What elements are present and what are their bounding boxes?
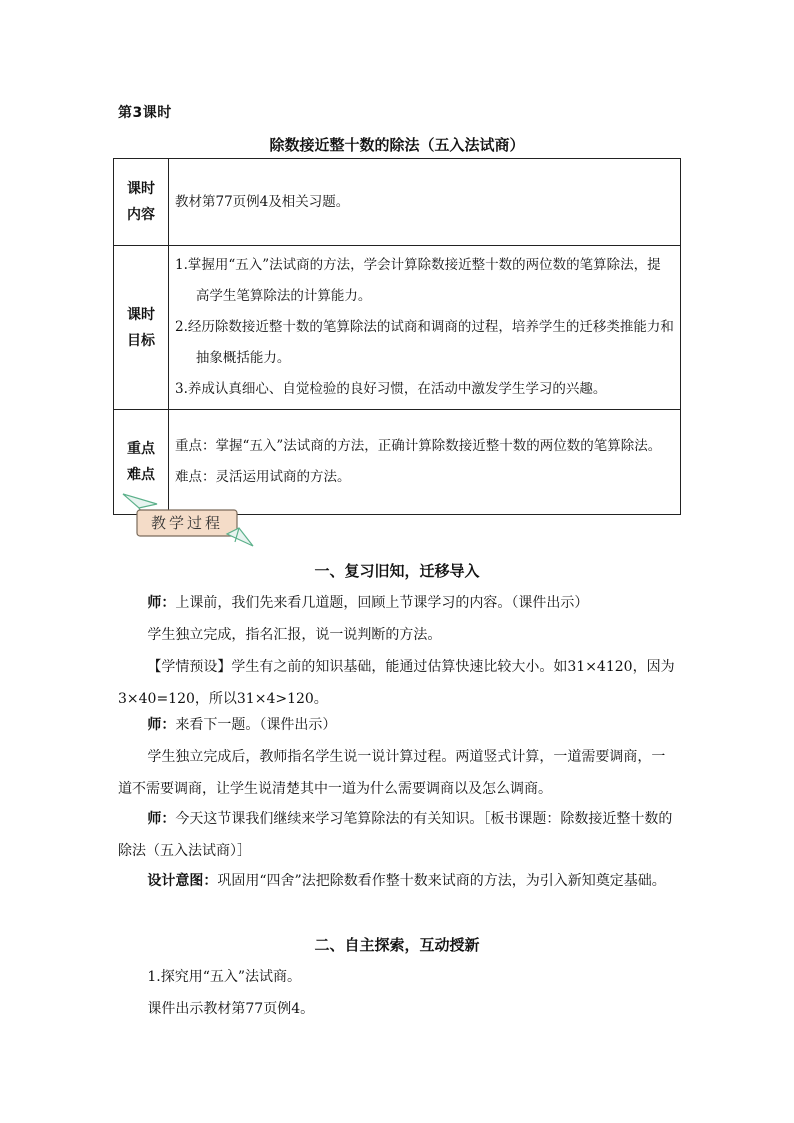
paragraph-text: 今天这节课我们继续来学习笔算除法的有关知识。［板书课题：除数接近整十数的除法（五入法试商）］ [118,811,673,859]
goal-item: 3.养成认真细心、自觉检验的良好习惯，在活动中激发学生学习的兴趣。 [175,381,607,397]
section-heading-1: 一、复习旧知，迁移导入 [314,562,480,580]
goals-header-line2: 目标 [127,332,155,349]
goal-item: 1.掌握用“五入”法试商的方法，学会计算除数接近整十数的两位数的笔算除法，提高学生笔算除法的计算能力。 [175,257,661,304]
lesson-info-table [113,158,681,515]
table-row-content [114,159,681,246]
paragraph-text: 来看下一题。（课件出示） [175,717,337,733]
teaching-process-badge [115,492,261,550]
content-text: 教材第77页例4及相关习题。 [175,193,350,210]
lesson-title: 除数接近整十数的除法（五入法试商） [269,136,525,154]
goals-header-line1: 课时 [127,306,155,323]
paragraph [118,709,678,741]
paragraph-text: 上课前，我们先来看几道题，回顾上节课学习的内容。（课件出示） [175,595,589,611]
paragraph [118,651,678,715]
goals-cell [169,246,681,410]
paper-plane-icon [123,494,157,508]
key-point: 重点：掌握“五入”法试商的方法，正确计算除数接近整十数的两位数的笔算除法。 [175,438,662,454]
paragraph-text: 【学情预设】学生有之前的知识基础，能通过估算快速比较大小。如31×4120，因为3×40=120，所以31×4>120。 [118,659,675,707]
speaker-label: 师： [147,811,176,827]
key-header-line1: 重点 [127,441,155,457]
section-heading-2: 二、自主探索，互动授新 [314,936,480,954]
paragraph [118,587,678,619]
lesson-number: 第3课时 [118,105,172,121]
paragraph-text: 1.探究用“五入”法试商。 [147,969,302,985]
table-row-goals [114,246,681,410]
paragraph-text: 课件出示教材第77页例4。 [147,1001,315,1017]
speaker-label: 师： [147,595,176,611]
content-header-line2: 内容 [127,207,155,223]
content-header-line1: 课时 [127,181,155,197]
goal-item: 2.经历除数接近整十数的笔算除法的试商和调商的过程，培养学生的迁移类推能力和抽象概括能力。 [175,319,674,366]
paragraph-text: 学生独立完成后，教师指名学生说一说计算过程。两道竖式计算，一道需要调商，一道不需要调商，让学生说清楚其中一道为什么需要调商以及怎么调商。 [118,749,666,797]
paragraph [118,865,678,897]
paragraph [118,803,678,867]
content-header [114,159,169,246]
paragraph [118,993,678,1025]
difficult-point: 难点：灵活运用试商的方法。 [175,469,351,485]
speaker-label: 师： [147,717,176,733]
badge-label: 教学过程 [150,514,224,532]
paragraph [118,619,678,651]
paragraph-text: 巩固用“四舍”法把除数看作整十数来试商的方法，为引入新知奠定基础。 [217,873,666,889]
content-cell [169,159,681,246]
paragraph-text: 学生独立完成，指名汇报，说一说判断的方法。 [147,627,442,643]
key-header-line2: 难点 [127,467,155,483]
paragraph [118,741,678,805]
design-intent-label: 设计意图： [147,873,218,889]
paragraph [118,961,678,993]
goals-header [114,246,169,410]
